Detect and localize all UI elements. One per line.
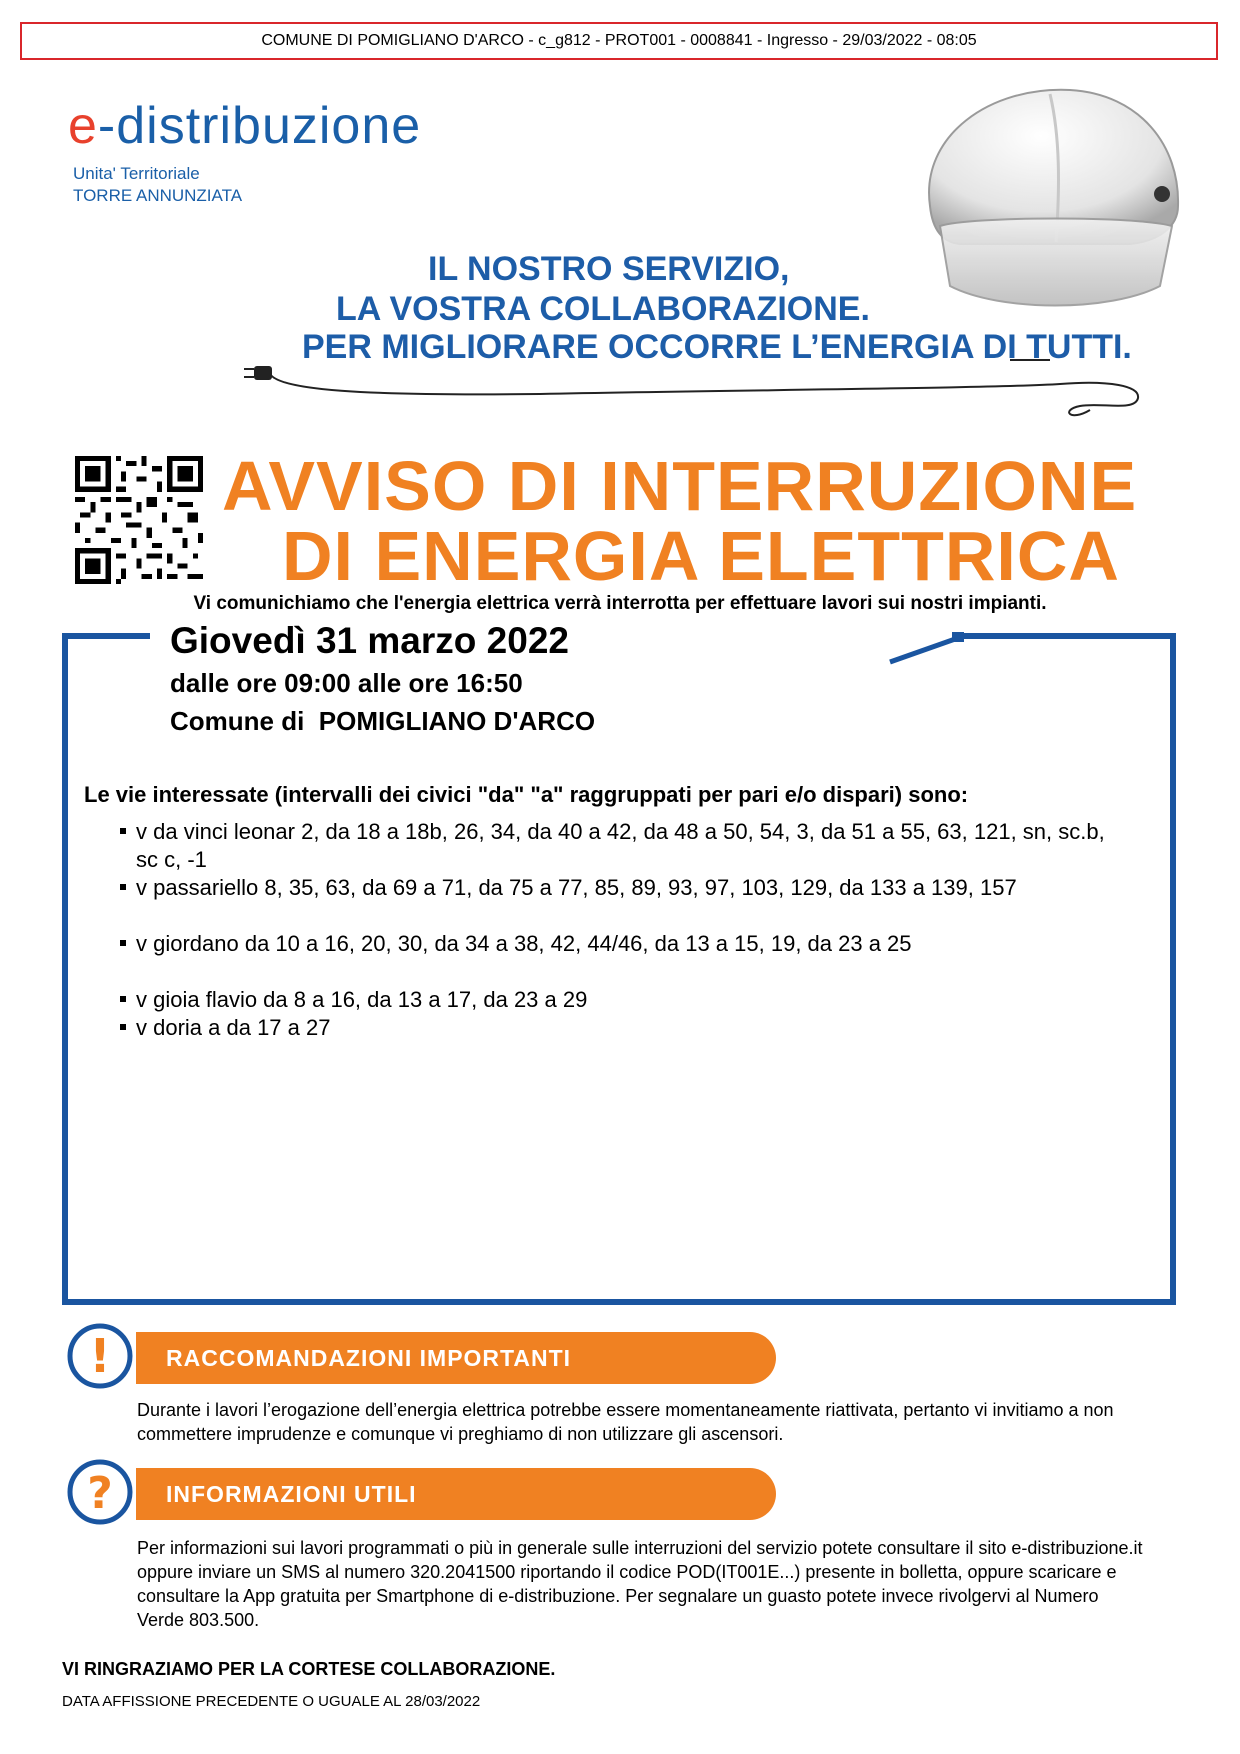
unit-name: TORRE ANNUNZIATA: [73, 186, 243, 205]
logo-prefix: e: [68, 97, 98, 155]
slogan-line-1: IL NOSTRO SERVIZIO,: [428, 250, 790, 288]
street-item: [120, 930, 1110, 958]
posting-date: DATA AFFISSIONE PRECEDENTE O UGUALE AL 28/03/2022: [62, 1693, 481, 1710]
street-text: v doria a da 17 a 27: [136, 1015, 331, 1040]
exclamation-glyph: !: [89, 1329, 111, 1383]
bullet-icon: [120, 996, 126, 1002]
info-banner: [136, 1468, 776, 1520]
protocol-stamp: [20, 22, 1218, 60]
street-item: [120, 874, 1110, 902]
street-text: v gioia flavio da 8 a 16, da 13 a 17, da 23 a 29: [136, 987, 588, 1012]
plug-cable-icon: [240, 340, 1170, 420]
bullet-icon: [120, 828, 126, 834]
outage-comune: Comune di POMIGLIANO D'ARCO: [170, 706, 596, 736]
bullet-icon: [120, 940, 126, 946]
streets-intro: Le vie interessate (intervalli dei civici "da" "a" raggruppati per pari e/o dispari) sono:: [84, 782, 969, 807]
slogan-line-3: PER MIGLIORARE OCCORRE L’ENERGIA DI TUTTI.: [302, 328, 1132, 366]
info-text: Per informazioni sui lavori programmati o più in generale sulle interruzioni del servizio potete consultare il sito e-distribuzione.it oppure inviare un SMS al numero 320.2041500 riportando il codice POD(IT001E...) presente in bolletta, oppure scaricare e consultare la App gratuita per Smartphone di e-distribuzione. Per segnalare un guasto potete invece rivolgervi al Numero Verde 803.500.: [137, 1538, 1143, 1630]
qr-code: [75, 456, 203, 584]
intro-text: Vi comunichiamo che l'energia elettrica verrà interrotta per effettuare lavori sui nostri impianti.: [193, 593, 1047, 614]
headline-line-2: DI ENERGIA ELETTRICA: [282, 517, 1120, 595]
exclamation-icon: [66, 1322, 134, 1390]
recommendations-banner: [136, 1332, 776, 1384]
bullet-icon: [120, 1024, 126, 1030]
outage-time: dalle ore 09:00 alle ore 16:50: [170, 668, 523, 698]
thanks-text: VI RINGRAZIAMO PER LA CORTESE COLLABORAZIONE.: [62, 1659, 556, 1679]
outage-date: Giovedì 31 marzo 2022: [170, 620, 569, 661]
street-text: v passariello 8, 35, 63, da 69 a 71, da 75 a 77, 85, 89, 93, 97, 103, 129, da 133 a 139, 157: [136, 875, 1017, 900]
question-glyph: ?: [87, 1468, 113, 1519]
street-text: v da vinci leonar 2, da 18 a 18b, 26, 34, da 40 a 42, da 48 a 50, 54, 3, da 51 a 55, 63, 121, sn, sc.b, sc c, -1: [136, 819, 1105, 872]
brand-logo: [68, 96, 421, 156]
info-title: INFORMAZIONI UTILI: [166, 1480, 417, 1507]
protocol-text: COMUNE DI POMIGLIANO D'ARCO - c_g812 - PROT001 - 0008841 - Ingresso - 29/03/2022 - 08:05: [261, 32, 977, 49]
recommendations-text: Durante i lavori l’erogazione dell’energia elettrica potrebbe essere momentaneamente riattivata, pertanto vi invitiamo a non commettere imprudenze e comunque vi preghiamo di non utilizzare gli ascensori.: [137, 1400, 1114, 1444]
slogan: [240, 250, 1170, 430]
bullet-icon: [120, 884, 126, 890]
street-text: v giordano da 10 a 16, 20, 30, da 34 a 38, 42, 44/46, da 13 a 15, 19, da 23 a 25: [136, 931, 912, 956]
slogan-line-2: LA VOSTRA COLLABORAZIONE.: [336, 290, 870, 328]
logo-name: -distribuzione: [97, 97, 422, 155]
headline-line-1: AVVISO DI INTERRUZIONE: [222, 447, 1138, 525]
unit-label: Unita' Territoriale: [73, 164, 200, 183]
street-item: [120, 818, 1110, 874]
recommendations-title: RACCOMANDAZIONI IMPORTANTI: [166, 1344, 572, 1371]
street-item: [120, 1014, 1110, 1042]
street-item: [120, 986, 1110, 1014]
question-icon: [66, 1458, 134, 1526]
